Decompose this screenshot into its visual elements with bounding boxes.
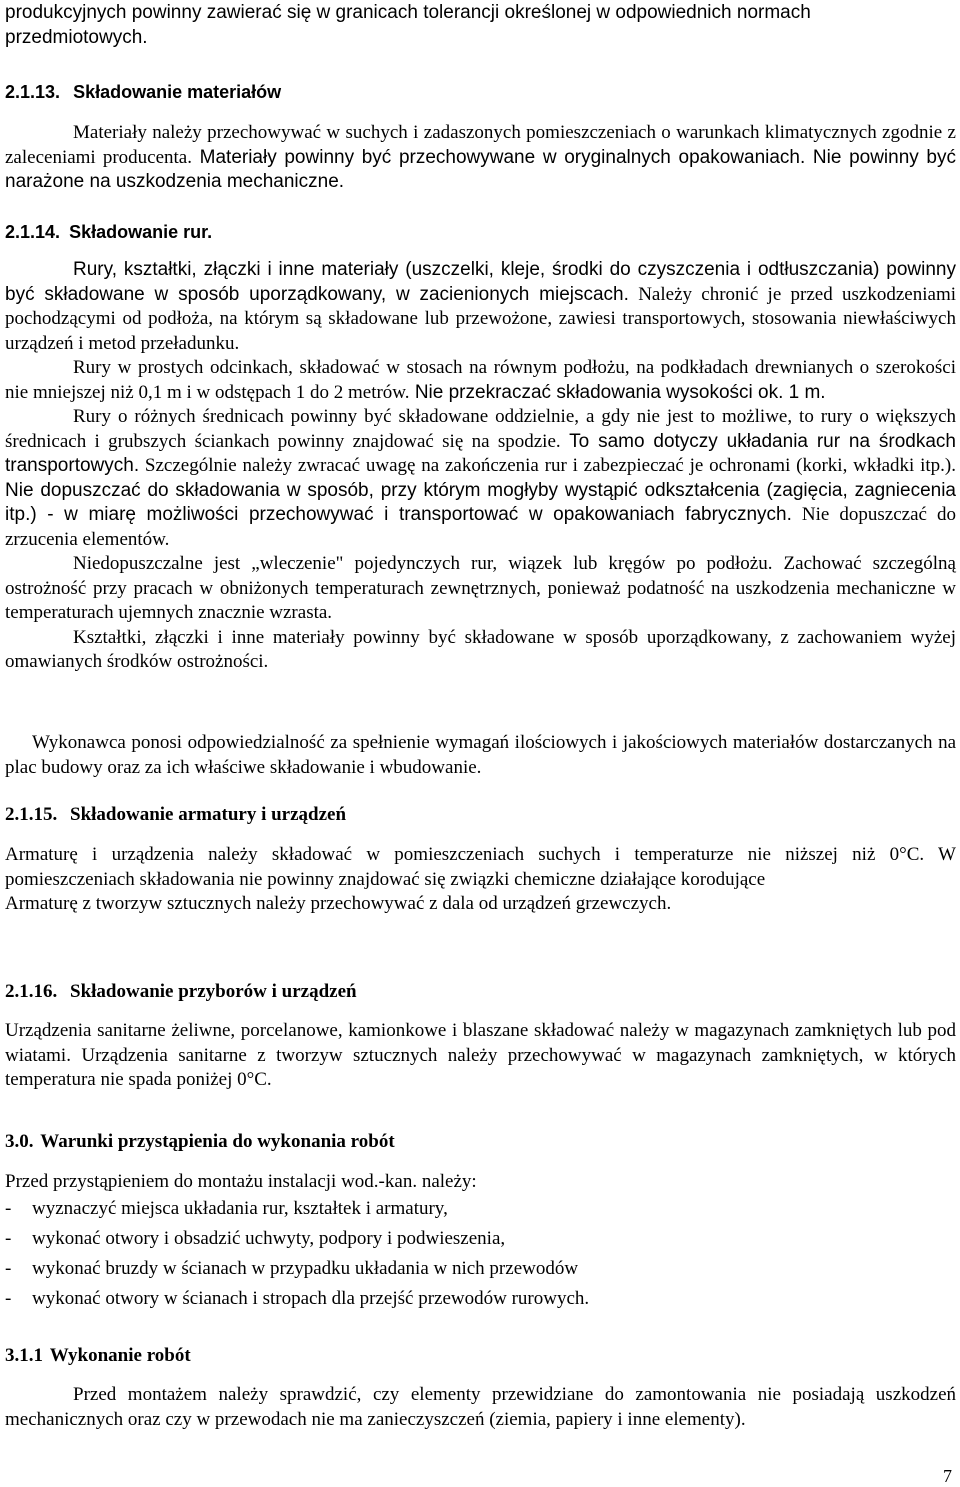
text-run-sans: Nie przekraczać składowania wysokości ok. 1 m. (409, 381, 826, 403)
text-run: Materiały należy przechowywać w suchych i zadaszonych pomieszczeniach o warunkach klimatycznych zgodnie z zaleceniami producenta. (5, 122, 956, 168)
heading-3-0 (5, 1130, 395, 1155)
text-run: Rury o różnych średnicach powinny być składowane oddzielnie, a gdy nie jest to możliwe, to rury o większych średnicach i grubszych ściankach powinny znajdować się na spodzie. (5, 406, 956, 452)
section-title: Składowanie przyborów i urządzeń (70, 981, 357, 1002)
list-item-text: wykonać otwory i obsadzić uchwyty, podpory i podwieszenia, (32, 1228, 506, 1249)
fittings-storage-block (5, 843, 956, 917)
page-number: 7 (943, 1466, 952, 1486)
preconditions-lead: Przed przystąpieniem do montażu instalacji wod.-kan. należy: (5, 1171, 477, 1192)
pipe-paragraph-1 (5, 258, 956, 356)
section-number: 2.1.15. (5, 804, 58, 825)
works-execution-paragraph: Przed montażem należy sprawdzić, czy elementy przewidziane do zamontowania nie posiadają uszkodzeń mechanicznych oraz czy w przewodach nie ma zanieczyszczeń (ziemia, papiery i inne elementy). (5, 1384, 956, 1430)
pipe-paragraph-5: Kształtki, złączki i inne materiały powinny być składowane w sposób uporządkowany, z zachowaniem wyżej omawianych środków ostrożności. (5, 626, 956, 672)
dash-bullet: - (5, 1288, 12, 1309)
section-number: 2.1.13. (5, 82, 61, 102)
dash-bullet: - (5, 1198, 12, 1219)
text-run-sans: Nie dopuszczać do składowania w sposób, przy którym mogłyby wystąpić odkształcenia (zagięcia, zagniecenia itp.) - w miarę możliwości przechowywać i transportować w opakowaniach fabrycznych. (5, 479, 956, 525)
intro-line-2: przedmiotowych. (5, 26, 148, 48)
heading-2-1-16 (5, 980, 357, 1005)
fixtures-paragraph: Urządzenia sanitarne żeliwne, porcelanowe, kamionkowe i blaszane składować należy w magazynach zamkniętych lub pod wiatami. Urządzenia sanitarne z tworzyw sztucznych należy przechowywać w magazynach zamkniętych, w których temperatura nie spada poniżej 0°C. (5, 1020, 956, 1090)
list-item-text: wykonać otwory w ścianach i stropach dla przejść przewodów rurowych. (32, 1288, 590, 1309)
intro-paragraph (5, 1, 956, 50)
pipe-paragraph-4: Niedopuszczalne jest „wleczenie" pojedynczych rur, wiązek lub kręgów po podłożu. Zachować szczególną ostrożność przy pracach w obniżonych temperaturach zewnętrznych, ponieważ podatność na uszkodzenia mechaniczne w temperaturach ujemnych znacznie wzrasta. (5, 553, 956, 623)
section-number: 3.1.1 (5, 1345, 43, 1366)
dash-bullet: - (5, 1228, 12, 1249)
preconditions-list (5, 1194, 956, 1314)
pipe-paragraph-3 (5, 405, 956, 552)
heading-2-1-15 (5, 803, 346, 828)
section-title: Składowanie armatury i urządzeń (70, 804, 347, 825)
list-item (5, 1254, 956, 1284)
list-item (5, 1224, 956, 1254)
contractor-responsibility-paragraph: Wykonawca ponosi odpowiedzialność za spełnienie wymagań ilościowych i jakościowych materiałów dostarczanych na plac budowy oraz za ich właściwe składowanie i wbudowanie. (5, 732, 956, 778)
section-title: Składowanie rur. (69, 222, 213, 242)
list-item (5, 1284, 956, 1314)
text-run-sans: Materiały powinny być przechowywane w oryginalnych opakowaniach. Nie powinny być narażone na uszkodzenia mechaniczne. (5, 146, 956, 192)
text-run-sans: To samo dotyczy układania rur na środkach transportowych. (5, 430, 956, 476)
list-item (5, 1194, 956, 1224)
section-title: Wykonanie robót (49, 1345, 191, 1366)
section-title: Warunki przystąpienia do wykonania robót (40, 1131, 395, 1152)
heading-2-1-14 (5, 220, 212, 245)
text-run: Rury w prostych odcinkach, składować w stosach na równym podłożu, na podkładach drewnianych o szerokości nie mniejszej niż 0,1 m i w odstępach 1 do 2 metrów. (5, 357, 956, 403)
intro-line-1: produkcyjnych powinny zawierać się w granicach tolerancji określonej w odpowiednich normach (5, 2, 811, 23)
section-title: Składowanie materiałów (73, 82, 282, 102)
pipe-storage-block (5, 258, 956, 675)
text-run: Należy chronić je przed uszkodzeniami pochodzącymi od podłoża, na którym są składowane lub przewożone, zawiesi transportowych, stosowania niewłaściwych urządzeń i metod przeładunku. (5, 283, 956, 354)
section-number: 3.0. (5, 1131, 34, 1152)
pipe-paragraph-2 (5, 356, 956, 405)
section-number: 2.1.16. (5, 981, 58, 1002)
section-number: 2.1.14. (5, 222, 61, 242)
fittings-paragraph-1: Armaturę i urządzenia należy składować w pomieszczeniach suchych i temperaturze nie niższej niż 0°C. W pomieszczeniach składowania nie powinny znajdować się związki chemiczne działające korodujące (5, 844, 956, 890)
fittings-paragraph-2: Armaturę z tworzyw sztucznych należy przechowywać z dala od urządzeń grzewczych. (5, 893, 672, 914)
text-run: Nie dopuszczać do zrzucenia elementów. (5, 504, 956, 550)
list-item-text: wykonać bruzdy w ścianach w przypadku układania w nich przewodów (32, 1258, 579, 1279)
heading-3-1-1 (5, 1344, 191, 1369)
text-run-sans: Rury, kształtki, złączki i inne materiały (uszczelki, kleje, środki do czyszczenia i odtłuszczania) powinny być składowane w sposób uporządkowany, w zacienionych miejscach. (5, 259, 956, 305)
heading-2-1-13 (5, 80, 281, 105)
text-run: Szczególnie należy zwracać uwagę na zakończenia rur i zabezpieczać je ochronami (korki, wkładki itp.). (139, 455, 956, 476)
storage-materials-paragraph (5, 121, 956, 195)
list-item-text: wyznaczyć miejsca układania rur, kształtek i armatury, (32, 1198, 448, 1219)
dash-bullet: - (5, 1258, 12, 1279)
